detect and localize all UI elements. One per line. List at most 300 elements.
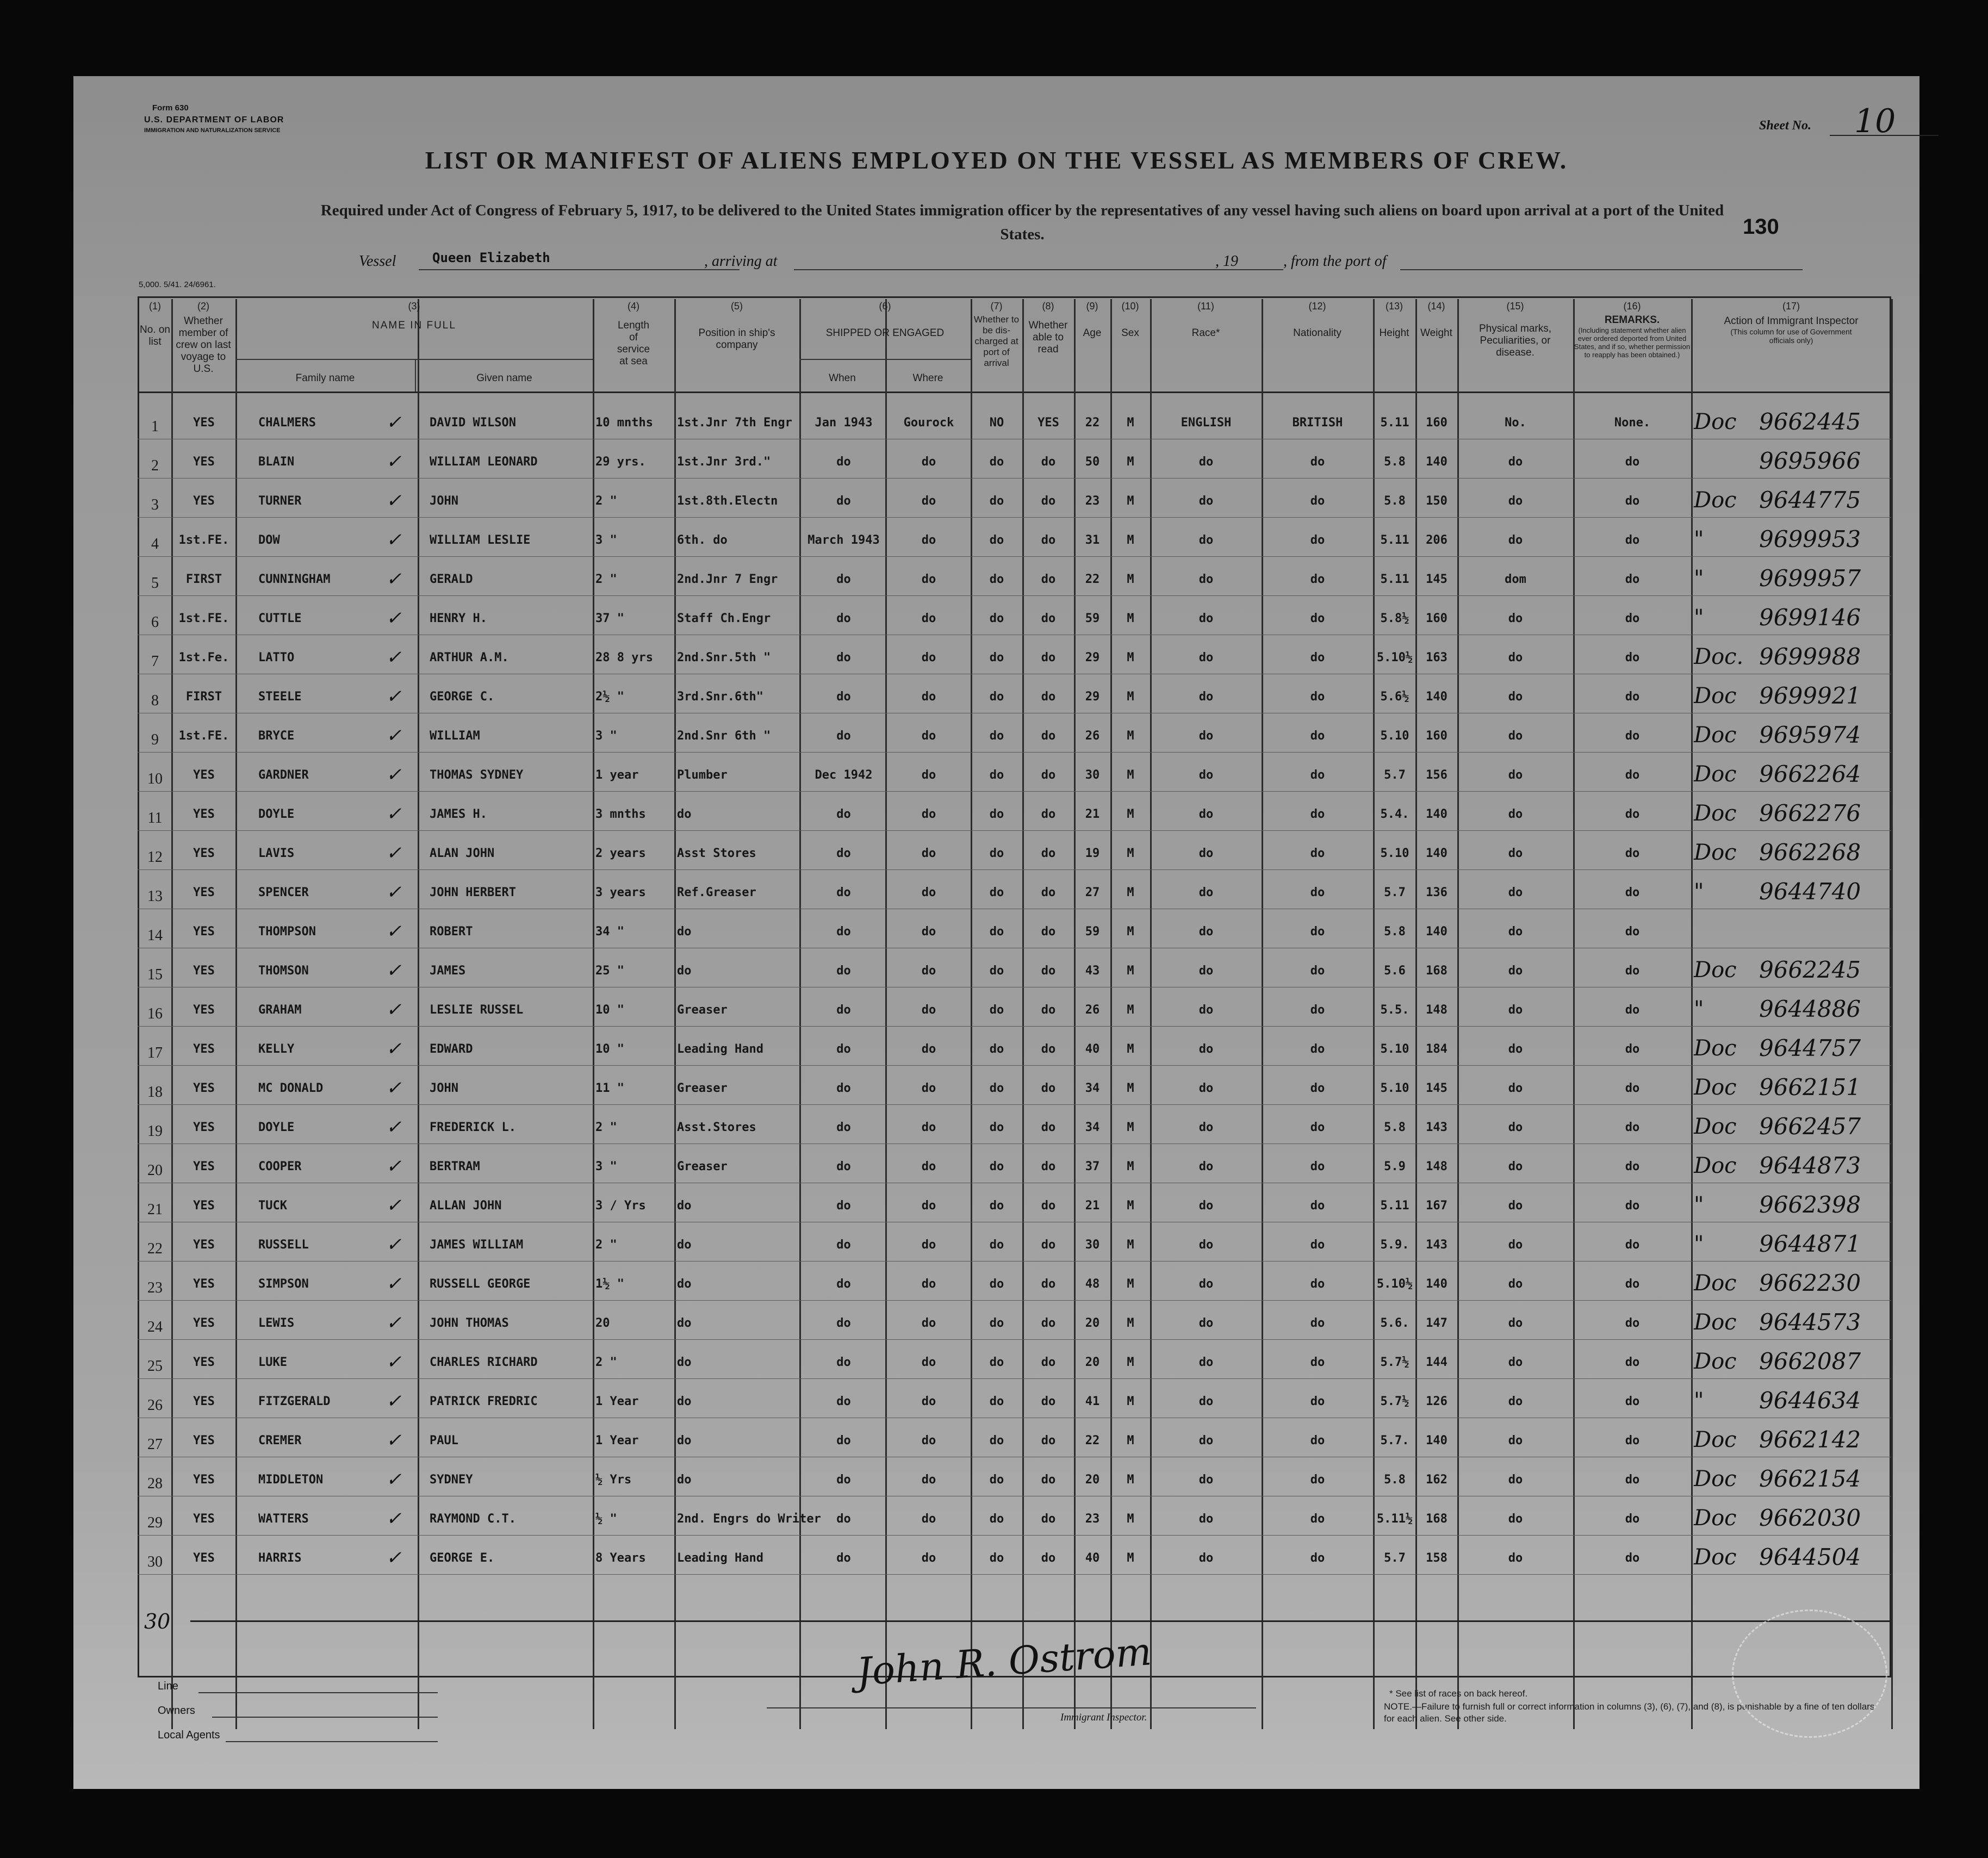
cell-last: FIRST (185, 690, 222, 704)
cell-disch: do (989, 1199, 1004, 1213)
cell-action: " (1694, 527, 1704, 552)
cell-age: 40 (1085, 1551, 1100, 1565)
cell-given: DAVID WILSON (430, 416, 516, 430)
cell-inspector-number: 9662398 (1759, 1191, 1861, 1218)
cell-weight: 158 (1426, 1551, 1447, 1565)
cell-read: do (1041, 455, 1056, 469)
cell-nat: do (1310, 1238, 1325, 1252)
check-mark-icon: ✓ (386, 647, 402, 668)
cell-height: 5.7 (1384, 768, 1406, 782)
cell-position: Staff Ch.Engr (677, 612, 771, 625)
cell-disch: do (989, 1277, 1004, 1291)
cell-when: March 1943 (807, 533, 880, 547)
cell-given: GEORGE C. (430, 690, 495, 704)
row-number: 10 (147, 770, 163, 787)
cell-position: do (677, 807, 692, 821)
cell-disch: do (989, 1551, 1004, 1565)
cell-action: Doc (1694, 409, 1737, 434)
cell-weight: 140 (1426, 1277, 1447, 1291)
cell-race: do (1198, 729, 1214, 743)
cell-remarks: do (1625, 1238, 1640, 1252)
cell-given: EDWARD (430, 1042, 473, 1056)
cell-height: 5.10 (1380, 729, 1409, 743)
cell-inspector-number: 9662445 (1759, 408, 1861, 435)
cell-remarks: do (1625, 1121, 1640, 1134)
header-col-7: (7) Whether to be dis-charged at port of arrival (973, 301, 1020, 368)
cell-where: do (921, 533, 936, 547)
cell-inspector-number: 9644740 (1759, 878, 1861, 905)
cell-action: Doc (1694, 723, 1737, 748)
cell-height: 5.9. (1380, 1238, 1409, 1252)
cell-race: do (1198, 1512, 1214, 1526)
cell-service: 2 " (595, 1356, 617, 1369)
cell-sex: M (1127, 847, 1134, 860)
cell-race: do (1198, 807, 1214, 821)
cell-family: TURNER (258, 494, 302, 508)
cell-remarks: do (1625, 1395, 1640, 1408)
cell-race: do (1198, 1473, 1214, 1487)
cell-nat: do (1310, 1121, 1325, 1134)
cell-nat: do (1310, 925, 1325, 939)
cell-sex: M (1127, 494, 1134, 508)
cell-age: 34 (1085, 1082, 1100, 1095)
cell-sex: M (1127, 612, 1134, 625)
row-number: 22 (147, 1240, 163, 1257)
cell-weight: 148 (1426, 1160, 1447, 1173)
header-col-5: (5) Position in ship's company (698, 301, 775, 351)
penalty-note: NOTE.—Failure to furnish full or correct information in columns (3), (6), (7), and (8), is punishable by a fine of ten dollars for each alien. See other side. (1384, 1701, 1875, 1724)
cell-disch: do (989, 1473, 1004, 1487)
cell-remarks: do (1625, 1434, 1640, 1447)
check-mark-icon: ✓ (386, 725, 402, 747)
cell-weight: 145 (1426, 573, 1447, 586)
cell-age: 40 (1085, 1042, 1100, 1056)
print-code: 5,000. 5/41. 24/6961. (139, 280, 216, 289)
cell-read: do (1041, 573, 1056, 586)
cell-weight: 147 (1426, 1316, 1447, 1330)
cell-last: YES (193, 1238, 215, 1252)
cell-read: do (1041, 1316, 1056, 1330)
row-number: 27 (147, 1436, 163, 1453)
cell-read: do (1041, 1434, 1056, 1447)
cell-age: 30 (1085, 768, 1100, 782)
cell-age: 20 (1085, 1316, 1100, 1330)
cell-last: YES (193, 1160, 215, 1173)
cell-sex: M (1127, 886, 1134, 899)
cell-action: " (1694, 566, 1704, 591)
cell-position: do (677, 1395, 692, 1408)
cell-position: 1st.Jnr 7th Engr (677, 416, 792, 430)
cell-given: ROBERT (430, 925, 473, 939)
cell-race: do (1198, 1042, 1214, 1056)
cell-inspector-number: 9644886 (1759, 996, 1861, 1022)
cell-weight: 156 (1426, 768, 1447, 782)
shipped-subheader-rule (799, 359, 971, 360)
cell-remarks: do (1625, 651, 1640, 664)
cell-race: do (1198, 847, 1214, 860)
cell-family: FITZGERALD (258, 1395, 331, 1408)
cell-when: Jan 1943 (815, 416, 873, 430)
cell-service: 2 " (595, 1121, 617, 1134)
cell-weight: 140 (1426, 1434, 1447, 1447)
page-number: 130 (1743, 215, 1779, 239)
row-rule (138, 595, 1891, 596)
owners-field (212, 1717, 438, 1718)
cell-race: do (1198, 1356, 1214, 1369)
cell-nat: do (1310, 455, 1325, 469)
cell-where: do (921, 573, 936, 586)
row-number: 11 (147, 810, 163, 827)
cell-height: 5.7 (1384, 1551, 1406, 1565)
cell-where: do (921, 612, 936, 625)
cell-inspector-number: 9662142 (1759, 1426, 1861, 1453)
cell-weight: 145 (1426, 1082, 1447, 1095)
row-number: 1 (151, 418, 159, 435)
cell-where: do (921, 1356, 936, 1369)
line-field (198, 1692, 438, 1693)
cell-nat: do (1310, 1042, 1325, 1056)
cell-height: 5.11 (1380, 533, 1409, 547)
cell-where: do (921, 729, 936, 743)
cell-nat: do (1310, 807, 1325, 821)
cell-inspector-number: 9699988 (1759, 643, 1861, 670)
cell-position: do (677, 1434, 692, 1447)
header-shipped-when: When (829, 372, 856, 384)
cell-action: Doc (1694, 1036, 1737, 1061)
cell-marks: do (1508, 1199, 1523, 1213)
cell-height: 5.10 (1380, 1042, 1409, 1056)
cell-read: do (1041, 807, 1056, 821)
cell-inspector-number: 9644757 (1759, 1035, 1861, 1061)
cell-height: 5.4. (1380, 807, 1409, 821)
cell-race: do (1198, 925, 1214, 939)
cell-last: YES (193, 1042, 215, 1056)
cell-where: do (921, 1238, 936, 1252)
row-rule (138, 791, 1891, 792)
check-mark-icon: ✓ (386, 921, 402, 942)
cell-given: THOMAS SYDNEY (430, 768, 524, 782)
cell-sex: M (1127, 925, 1134, 939)
cell-disch: do (989, 612, 1004, 625)
header-shipped-where: Where (912, 372, 943, 384)
cell-position: Greaser (677, 1003, 728, 1017)
cell-remarks: do (1625, 573, 1640, 586)
check-mark-icon: ✓ (386, 803, 402, 825)
cell-height: 5.6 (1384, 964, 1406, 978)
total-count: 30 (144, 1610, 171, 1633)
cell-position: Greaser (677, 1160, 728, 1173)
cell-age: 22 (1085, 416, 1100, 430)
cell-last: 1st.Fe. (178, 651, 229, 664)
cell-service: 29 yrs. (595, 455, 646, 469)
header-col-13: (13) Height (1379, 301, 1409, 339)
cell-given: PATRICK FREDRIC (430, 1395, 538, 1408)
cell-age: 23 (1085, 494, 1100, 508)
cell-where: do (921, 1434, 936, 1447)
cell-action: Doc (1694, 1349, 1737, 1374)
cell-family: KELLY (258, 1042, 295, 1056)
cell-nat: do (1310, 729, 1325, 743)
cell-sex: M (1127, 1160, 1134, 1173)
row-rule (138, 1535, 1891, 1536)
cell-family: MIDDLETON (258, 1473, 324, 1487)
cell-action: Doc (1694, 488, 1737, 513)
cell-action: Doc (1694, 1271, 1737, 1296)
cell-last: YES (193, 1277, 215, 1291)
cell-nat: do (1310, 1473, 1325, 1487)
cell-nat: do (1310, 690, 1325, 704)
cell-nat: do (1310, 1082, 1325, 1095)
row-number: 30 (147, 1553, 163, 1570)
cell-read: do (1041, 651, 1056, 664)
cell-action: " (1694, 879, 1704, 904)
cell-where: do (921, 1551, 936, 1565)
cell-when: do (836, 690, 851, 704)
cell-height: 5.9 (1384, 1160, 1406, 1173)
cell-remarks: do (1625, 1356, 1640, 1369)
cell-age: 20 (1085, 1356, 1100, 1369)
cell-family: LEWIS (258, 1316, 295, 1330)
cell-action: Doc (1694, 762, 1737, 787)
cell-when: do (836, 807, 851, 821)
cell-when: do (836, 1512, 851, 1526)
cell-action: " (1694, 1232, 1704, 1257)
cell-family: TUCK (258, 1199, 287, 1213)
cell-service: 25 " (595, 964, 624, 978)
cell-when: do (836, 1121, 851, 1134)
cell-remarks: do (1625, 925, 1640, 939)
row-number: 23 (147, 1279, 163, 1296)
cell-inspector-number: 9695966 (1759, 448, 1861, 474)
header-col-6: (6) SHIPPED OR ENGAGED (825, 301, 945, 339)
cell-where: do (921, 1199, 936, 1213)
name-subheader-rule (235, 359, 593, 360)
cell-action: Doc (1694, 1506, 1737, 1531)
cell-read: do (1041, 1042, 1056, 1056)
cell-race: do (1198, 1160, 1214, 1173)
cell-age: 48 (1085, 1277, 1100, 1291)
cell-disch: do (989, 1395, 1004, 1408)
cell-read: do (1041, 729, 1056, 743)
cell-family: MC DONALD (258, 1082, 324, 1095)
cell-last: YES (193, 925, 215, 939)
cell-nat: do (1310, 1160, 1325, 1173)
cell-disch: do (989, 690, 1004, 704)
cell-read: do (1041, 847, 1056, 860)
row-rule (138, 869, 1891, 870)
cell-nat: do (1310, 1277, 1325, 1291)
cell-nat: do (1310, 612, 1325, 625)
cell-remarks: do (1625, 1003, 1640, 1017)
end-of-list-rule (190, 1620, 1890, 1622)
cell-nat: do (1310, 1356, 1325, 1369)
cell-service: 10 mnths (595, 416, 653, 430)
cell-disch: do (989, 886, 1004, 899)
cell-where: do (921, 651, 936, 664)
cell-inspector-number: 9699921 (1759, 682, 1861, 709)
cell-inspector-number: 9644775 (1759, 487, 1861, 513)
col-rule (593, 299, 594, 1729)
cell-height: 5.8 (1384, 1473, 1406, 1487)
cell-marks: do (1508, 1160, 1523, 1173)
cell-sex: M (1127, 807, 1134, 821)
cell-marks: do (1508, 690, 1523, 704)
cell-marks: do (1508, 1082, 1523, 1095)
cell-sex: M (1127, 1316, 1134, 1330)
cell-race: do (1198, 1316, 1214, 1330)
cell-last: YES (193, 1003, 215, 1017)
cell-age: 34 (1085, 1121, 1100, 1134)
row-number: 18 (147, 1084, 163, 1101)
cell-family: DOYLE (258, 1121, 295, 1134)
cell-nat: do (1310, 847, 1325, 860)
cell-last: YES (193, 964, 215, 978)
row-rule (138, 1261, 1891, 1262)
cell-weight: 140 (1426, 807, 1447, 821)
cell-inspector-number: 9662268 (1759, 839, 1861, 866)
cell-race: do (1198, 573, 1214, 586)
cell-race: do (1198, 533, 1214, 547)
check-mark-icon: ✓ (386, 1547, 402, 1569)
cell-weight: 144 (1426, 1356, 1447, 1369)
check-mark-icon: ✓ (386, 1469, 402, 1490)
cell-sex: M (1127, 416, 1134, 430)
cell-when: do (836, 1434, 851, 1447)
cell-nat: do (1310, 1512, 1325, 1526)
cell-sex: M (1127, 1082, 1134, 1095)
cell-last: 1st.FE. (178, 612, 229, 625)
cell-last: YES (193, 1082, 215, 1095)
cell-race: do (1198, 494, 1214, 508)
cell-family: THOMSON (258, 964, 309, 978)
row-number: 13 (147, 888, 163, 905)
header-given-name: Given name (476, 372, 532, 384)
cell-height: 5.6. (1380, 1316, 1409, 1330)
cell-remarks: do (1625, 1082, 1640, 1095)
cell-height: 5.11 (1380, 416, 1409, 430)
cell-weight: 168 (1426, 964, 1447, 978)
cell-disch: NO (989, 416, 1004, 430)
cell-last: YES (193, 768, 215, 782)
cell-nat: do (1310, 1434, 1325, 1447)
cell-last: YES (193, 416, 215, 430)
header-col-2: (2) Whether member of crew on last voyage to U.S. (176, 301, 231, 375)
cell-height: 5.10½ (1376, 651, 1413, 664)
cell-given: JAMES (430, 964, 466, 978)
cell-nat: BRITISH (1292, 416, 1343, 430)
cell-marks: do (1508, 1473, 1523, 1487)
cell-race: do (1198, 1277, 1214, 1291)
cell-read: do (1041, 1395, 1056, 1408)
cell-action: Doc. (1694, 644, 1744, 669)
cell-last: YES (193, 1356, 215, 1369)
header-family-name: Family name (295, 372, 355, 384)
cell-when: do (836, 1238, 851, 1252)
cell-service: 20 (595, 1316, 610, 1330)
cell-disch: do (989, 651, 1004, 664)
row-number: 5 (151, 575, 159, 592)
cell-action: Doc (1694, 1427, 1737, 1452)
cell-disch: do (989, 1042, 1004, 1056)
cell-race: do (1198, 1199, 1214, 1213)
row-rule (138, 556, 1891, 557)
cell-read: do (1041, 1238, 1056, 1252)
cell-when: do (836, 964, 851, 978)
official-stamp (1732, 1610, 1887, 1738)
cell-inspector-number: 9699957 (1759, 565, 1861, 592)
cell-remarks: do (1625, 1473, 1640, 1487)
cell-marks: do (1508, 729, 1523, 743)
cell-marks: do (1508, 847, 1523, 860)
cell-family: COOPER (258, 1160, 302, 1173)
cell-family: LUKE (258, 1356, 287, 1369)
cell-when: do (836, 925, 851, 939)
cell-disch: do (989, 925, 1004, 939)
cell-given: SYDNEY (430, 1473, 473, 1487)
inspector-signature: John R. Ostrom (855, 1629, 1153, 1694)
cell-last: YES (193, 1121, 215, 1134)
cell-remarks: do (1625, 1277, 1640, 1291)
cell-age: 26 (1085, 729, 1100, 743)
cell-nat: do (1310, 1551, 1325, 1565)
cell-position: 2nd.Jnr 7 Engr (677, 573, 778, 586)
cell-race: do (1198, 1121, 1214, 1134)
cell-where: do (921, 690, 936, 704)
row-number: 3 (151, 496, 159, 513)
row-rule (138, 517, 1891, 518)
cell-marks: do (1508, 1551, 1523, 1565)
cell-when: Dec 1942 (815, 768, 873, 782)
cell-race: do (1198, 690, 1214, 704)
row-rule (138, 1574, 1891, 1575)
line-label: Line (158, 1680, 178, 1692)
cell-service: 2 " (595, 573, 617, 586)
cell-service: 2½ " (595, 690, 624, 704)
cell-service: 8 Years (595, 1551, 646, 1565)
cell-remarks: do (1625, 729, 1640, 743)
cell-inspector-number: 9644504 (1759, 1544, 1861, 1570)
cell-where: Gourock (903, 416, 954, 430)
cell-remarks: do (1625, 1551, 1640, 1565)
check-mark-icon: ✓ (386, 1312, 402, 1334)
cell-position: 2nd. Engrs do Writer (677, 1512, 821, 1526)
cell-nat: do (1310, 1199, 1325, 1213)
cell-height: 5.8 (1384, 455, 1406, 469)
col-rule (674, 299, 676, 1729)
row-number: 2 (151, 457, 159, 474)
cell-position: do (677, 1356, 692, 1369)
cell-sex: M (1127, 1551, 1134, 1565)
cell-race: do (1198, 1395, 1214, 1408)
cell-where: do (921, 964, 936, 978)
row-number: 29 (147, 1514, 163, 1531)
cell-sex: M (1127, 768, 1134, 782)
check-mark-icon: ✓ (386, 1508, 402, 1530)
cell-service: 3 " (595, 533, 617, 547)
cell-age: 50 (1085, 455, 1100, 469)
col-rule (1691, 299, 1693, 1729)
cell-service: 37 " (595, 612, 624, 625)
cell-sex: M (1127, 964, 1134, 978)
cell-weight: 143 (1426, 1238, 1447, 1252)
cell-height: 5.8½ (1380, 612, 1409, 625)
cell-family: HARRIS (258, 1551, 302, 1565)
cell-disch: do (989, 1003, 1004, 1017)
row-rule (138, 1378, 1891, 1379)
cell-weight: 140 (1426, 925, 1447, 939)
cell-action: Doc (1694, 1310, 1737, 1335)
cell-marks: do (1508, 494, 1523, 508)
